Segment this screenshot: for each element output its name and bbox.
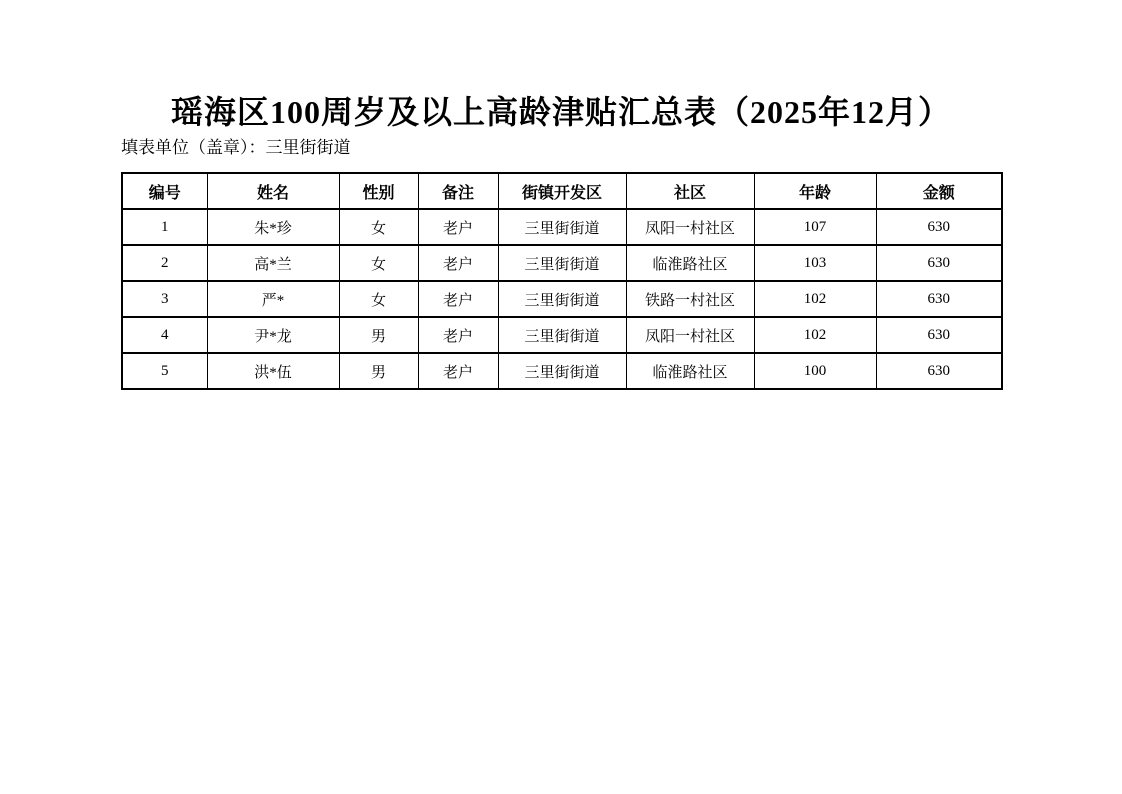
cell-name: 洪*伍 bbox=[207, 353, 339, 389]
form-unit-line bbox=[121, 138, 351, 158]
cell-name: 高*兰 bbox=[207, 245, 339, 281]
cell-community: 凤阳一村社区 bbox=[626, 317, 754, 353]
cell-amount: 630 bbox=[876, 353, 1002, 389]
cell-name: 严* bbox=[207, 281, 339, 317]
cell-number: 5 bbox=[122, 353, 207, 389]
cell-community: 铁路一村社区 bbox=[626, 281, 754, 317]
cell-township: 三里街街道 bbox=[498, 281, 626, 317]
cell-gender: 男 bbox=[339, 317, 418, 353]
column-header-age: 年龄 bbox=[754, 173, 876, 209]
cell-township: 三里街街道 bbox=[498, 209, 626, 245]
cell-name: 朱*珍 bbox=[207, 209, 339, 245]
cell-age: 102 bbox=[754, 281, 876, 317]
cell-number: 4 bbox=[122, 317, 207, 353]
cell-township: 三里街街道 bbox=[498, 317, 626, 353]
cell-community: 凤阳一村社区 bbox=[626, 209, 754, 245]
cell-name: 尹*龙 bbox=[207, 317, 339, 353]
column-header-name: 姓名 bbox=[207, 173, 339, 209]
cell-number: 1 bbox=[122, 209, 207, 245]
cell-gender: 女 bbox=[339, 281, 418, 317]
cell-amount: 630 bbox=[876, 281, 1002, 317]
cell-township: 三里街街道 bbox=[498, 353, 626, 389]
column-header-amount: 金额 bbox=[876, 173, 1002, 209]
page-title: 瑶海区100周岁及以上高龄津贴汇总表（2025年12月） bbox=[170, 94, 951, 130]
subsidy-summary-table bbox=[121, 172, 1003, 390]
column-header-township: 街镇开发区 bbox=[498, 173, 626, 209]
table-row bbox=[122, 209, 1002, 245]
table-row bbox=[122, 317, 1002, 353]
table-row bbox=[122, 353, 1002, 389]
form-unit-label: 填表单位（盖章）： bbox=[121, 138, 266, 157]
cell-remark: 老户 bbox=[418, 209, 498, 245]
table-row bbox=[122, 245, 1002, 281]
cell-amount: 630 bbox=[876, 209, 1002, 245]
cell-remark: 老户 bbox=[418, 353, 498, 389]
column-header-gender: 性别 bbox=[339, 173, 418, 209]
cell-amount: 630 bbox=[876, 245, 1002, 281]
cell-gender: 女 bbox=[339, 209, 418, 245]
cell-gender: 男 bbox=[339, 353, 418, 389]
cell-age: 103 bbox=[754, 245, 876, 281]
cell-community: 临淮路社区 bbox=[626, 245, 754, 281]
cell-community: 临淮路社区 bbox=[626, 353, 754, 389]
cell-age: 100 bbox=[754, 353, 876, 389]
table-row bbox=[122, 281, 1002, 317]
cell-remark: 老户 bbox=[418, 281, 498, 317]
cell-gender: 女 bbox=[339, 245, 418, 281]
cell-number: 2 bbox=[122, 245, 207, 281]
cell-number: 3 bbox=[122, 281, 207, 317]
cell-township: 三里街街道 bbox=[498, 245, 626, 281]
cell-age: 102 bbox=[754, 317, 876, 353]
cell-amount: 630 bbox=[876, 317, 1002, 353]
cell-age: 107 bbox=[754, 209, 876, 245]
column-header-number: 编号 bbox=[122, 173, 207, 209]
cell-remark: 老户 bbox=[418, 317, 498, 353]
column-header-community: 社区 bbox=[626, 173, 754, 209]
cell-remark: 老户 bbox=[418, 245, 498, 281]
table-header-row bbox=[122, 173, 1002, 209]
column-header-remark: 备注 bbox=[418, 173, 498, 209]
form-unit-value: 三里街街道 bbox=[265, 138, 351, 157]
